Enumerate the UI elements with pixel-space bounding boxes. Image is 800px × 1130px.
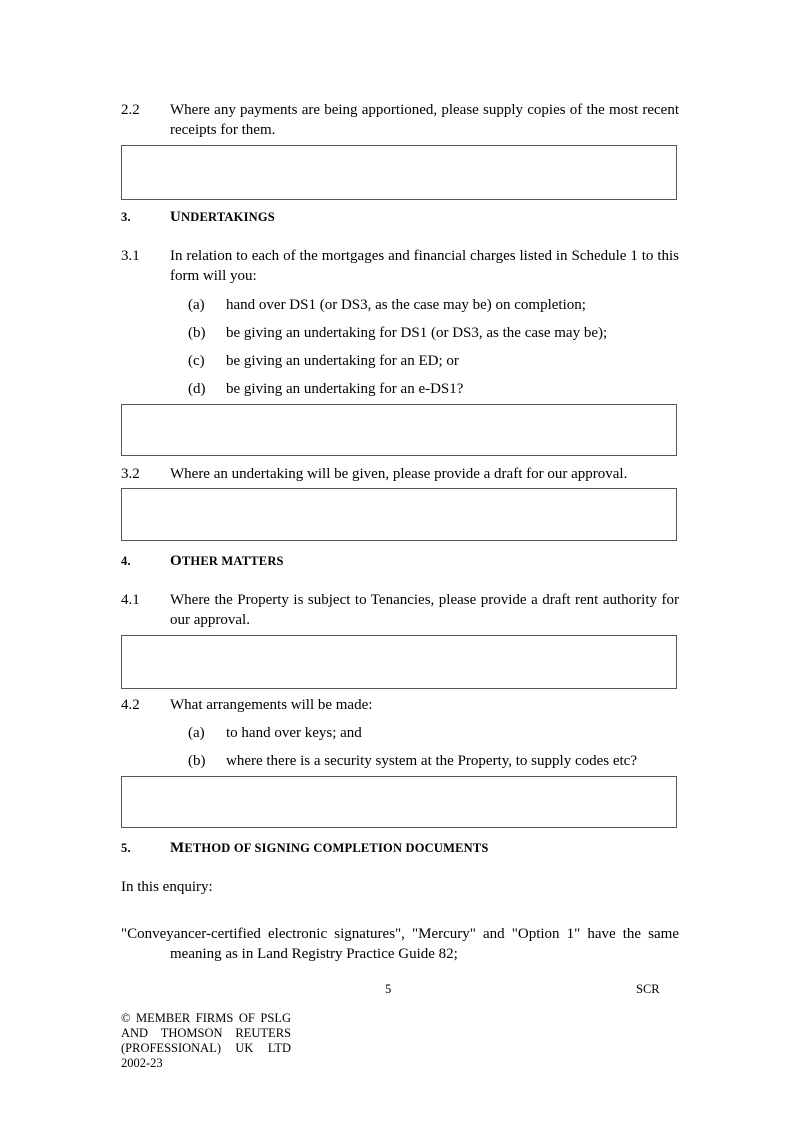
section-4-2-text: What arrangements will be made: bbox=[170, 697, 373, 713]
copyright-line-3: (PROFESSIONAL) UK LTD bbox=[121, 1041, 291, 1055]
section-5-number: 5. bbox=[121, 841, 131, 855]
section-2-2-number: 2.2 bbox=[121, 102, 140, 118]
item-4-2-b-label: (b) bbox=[188, 753, 206, 769]
answer-box-3-2[interactable] bbox=[121, 488, 677, 541]
section-3-heading-cap: U bbox=[170, 209, 182, 225]
copyright-block bbox=[121, 1011, 291, 1071]
page-number: 5 bbox=[385, 982, 392, 996]
answer-box-2-2[interactable] bbox=[121, 145, 677, 200]
copyright-line-2: AND THOMSON REUTERS bbox=[121, 1026, 291, 1040]
item-3-1-b-label: (b) bbox=[188, 325, 206, 341]
section-3-heading-rest: NDERTAKINGS bbox=[181, 210, 275, 224]
section-4-heading-rest: THER MATTERS bbox=[181, 554, 284, 568]
section-3-heading bbox=[170, 207, 275, 227]
section-3-2-number: 3.2 bbox=[121, 466, 140, 482]
section-3-1-number: 3.1 bbox=[121, 248, 140, 264]
item-3-1-c-text: be giving an undertaking for an ED; or bbox=[226, 353, 459, 369]
section-3-1-text: In relation to each of the mortgages and financial charges listed in Schedule 1 to this form will you: bbox=[170, 248, 679, 284]
item-4-2-b-text: where there is a security system at the Property, to supply codes etc? bbox=[226, 753, 637, 769]
answer-box-4-2[interactable] bbox=[121, 776, 677, 828]
answer-box-3-1[interactable] bbox=[121, 404, 677, 456]
form-code: SCR bbox=[636, 982, 660, 996]
section-4-heading bbox=[170, 551, 284, 571]
section-4-number: 4. bbox=[121, 554, 131, 568]
item-4-2-a-label: (a) bbox=[188, 725, 205, 741]
section-5-heading-rest: ETHOD OF SIGNING COMPLETION DOCUMENTS bbox=[184, 841, 489, 855]
definition-line-1: "Conveyancer-certified electronic signatures", "Mercury" and "Option 1" have the same bbox=[121, 926, 679, 942]
intro-text: In this enquiry: bbox=[121, 879, 213, 895]
section-3-2-text: Where an undertaking will be given, please provide a draft for our approval. bbox=[170, 466, 628, 482]
section-2-2-text: Where any payments are being apportioned, please supply copies of the most recent receipts for them. bbox=[170, 102, 679, 138]
section-5-heading-cap: M bbox=[170, 840, 185, 856]
section-5-heading bbox=[170, 838, 489, 858]
item-3-1-d-label: (d) bbox=[188, 381, 206, 397]
definition-line-2: meaning as in Land Registry Practice Guide 82; bbox=[170, 946, 458, 962]
copyright-line-4: 2002-23 bbox=[121, 1056, 163, 1070]
item-3-1-d-text: be giving an undertaking for an e-DS1? bbox=[226, 381, 464, 397]
item-4-2-a-text: to hand over keys; and bbox=[226, 725, 362, 741]
item-3-1-c-label: (c) bbox=[188, 353, 205, 369]
section-4-1-text: Where the Property is subject to Tenancies, please provide a draft rent authority for our approval. bbox=[170, 592, 679, 628]
section-4-1-number: 4.1 bbox=[121, 592, 140, 608]
section-3-number: 3. bbox=[121, 210, 131, 224]
section-4-2-number: 4.2 bbox=[121, 697, 140, 713]
section-4-heading-cap: O bbox=[170, 553, 182, 569]
answer-box-4-1[interactable] bbox=[121, 635, 677, 689]
item-3-1-a-label: (a) bbox=[188, 297, 205, 313]
copyright-line-1: © MEMBER FIRMS OF PSLG bbox=[121, 1011, 291, 1025]
item-3-1-b-text: be giving an undertaking for DS1 (or DS3, as the case may be); bbox=[226, 325, 608, 341]
item-3-1-a-text: hand over DS1 (or DS3, as the case may be) on completion; bbox=[226, 297, 586, 313]
